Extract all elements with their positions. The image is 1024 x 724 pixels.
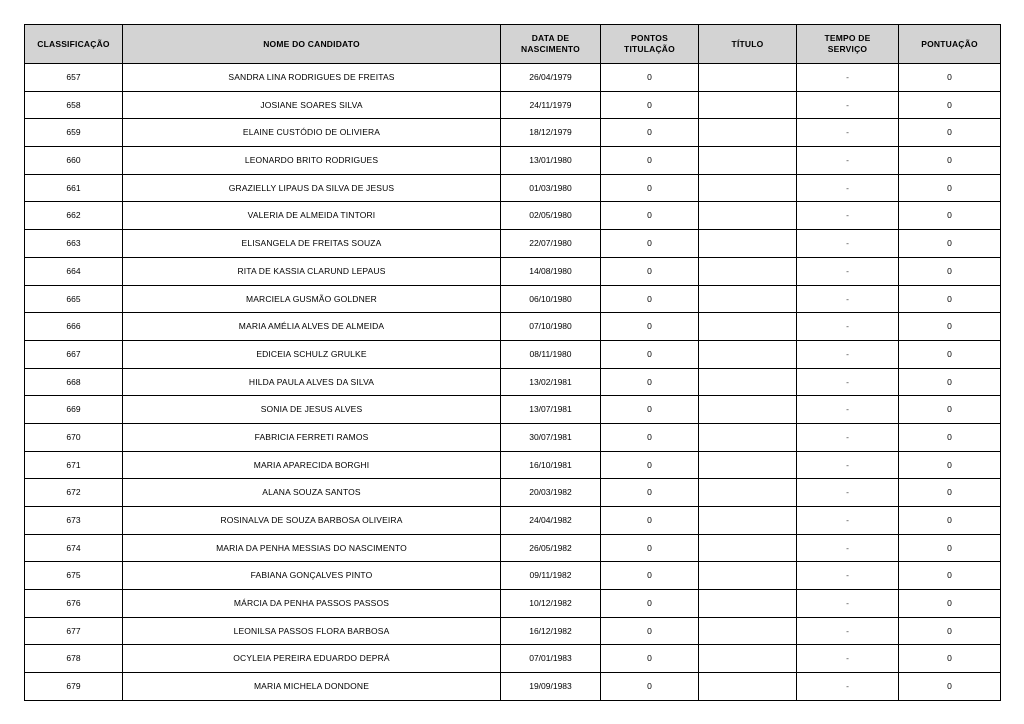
table-row (25, 396, 1001, 424)
table-row (25, 368, 1001, 396)
cell-classificacao: 676 (25, 590, 123, 618)
table-row (25, 174, 1001, 202)
cell-nascimento: 07/10/1980 (501, 313, 601, 341)
cell-pontuacao: 0 (899, 285, 1001, 313)
cell-titulo (699, 423, 797, 451)
cell-titulo (699, 91, 797, 119)
cell-nascimento: 02/05/1980 (501, 202, 601, 230)
cell-nome: SANDRA LINA RODRIGUES DE FREITAS (123, 64, 501, 92)
cell-pontuacao: 0 (899, 562, 1001, 590)
table-row (25, 257, 1001, 285)
cell-titulo (699, 313, 797, 341)
table-body (25, 64, 1001, 701)
cell-pontuacao: 0 (899, 617, 1001, 645)
cell-nascimento: 13/02/1981 (501, 368, 601, 396)
cell-classificacao: 678 (25, 645, 123, 673)
cell-nome: FABRICIA FERRETI RAMOS (123, 423, 501, 451)
cell-tempo: - (797, 645, 899, 673)
cell-nascimento: 08/11/1980 (501, 340, 601, 368)
cell-pontos: 0 (601, 645, 699, 673)
cell-pontos: 0 (601, 340, 699, 368)
cell-classificacao: 657 (25, 64, 123, 92)
cell-pontuacao: 0 (899, 91, 1001, 119)
cell-nome: ELAINE CUSTÓDIO DE OLIVIERA (123, 119, 501, 147)
cell-tempo: - (797, 313, 899, 341)
table-row (25, 230, 1001, 258)
table-row (25, 673, 1001, 701)
cell-titulo (699, 673, 797, 701)
cell-nascimento: 16/12/1982 (501, 617, 601, 645)
cell-nascimento: 14/08/1980 (501, 257, 601, 285)
cell-tempo: - (797, 368, 899, 396)
cell-pontos: 0 (601, 147, 699, 175)
column-header-text: NOME DO CANDIDATO (263, 38, 360, 49)
cell-tempo: - (797, 174, 899, 202)
column-header-text: PONTOS (631, 33, 668, 44)
cell-nome: RITA DE KASSIA CLARUND LEPAUS (123, 257, 501, 285)
cell-nascimento: 26/05/1982 (501, 534, 601, 562)
cell-pontuacao: 0 (899, 174, 1001, 202)
cell-tempo: - (797, 64, 899, 92)
cell-nome: ELISANGELA DE FREITAS SOUZA (123, 230, 501, 258)
cell-titulo (699, 562, 797, 590)
column-header-pontuacao (899, 25, 1001, 64)
cell-titulo (699, 534, 797, 562)
cell-classificacao: 668 (25, 368, 123, 396)
cell-titulo (699, 257, 797, 285)
cell-nome: HILDA PAULA ALVES DA SILVA (123, 368, 501, 396)
cell-tempo: - (797, 257, 899, 285)
cell-pontos: 0 (601, 313, 699, 341)
cell-pontuacao: 0 (899, 230, 1001, 258)
cell-nome: ALANA SOUZA SANTOS (123, 479, 501, 507)
cell-classificacao: 661 (25, 174, 123, 202)
column-header-tempo (797, 25, 899, 64)
table-row (25, 479, 1001, 507)
cell-tempo: - (797, 119, 899, 147)
cell-nascimento: 24/04/1982 (501, 507, 601, 535)
cell-pontuacao: 0 (899, 423, 1001, 451)
cell-nome: MARCIELA GUSMÃO GOLDNER (123, 285, 501, 313)
table-row (25, 590, 1001, 618)
cell-tempo: - (797, 562, 899, 590)
cell-titulo (699, 645, 797, 673)
cell-classificacao: 673 (25, 507, 123, 535)
cell-tempo: - (797, 423, 899, 451)
column-header-text: CLASSIFICAÇÃO (37, 38, 110, 49)
cell-classificacao: 665 (25, 285, 123, 313)
cell-nome: GRAZIELLY LIPAUS DA SILVA DE JESUS (123, 174, 501, 202)
cell-tempo: - (797, 451, 899, 479)
cell-nascimento: 24/11/1979 (501, 91, 601, 119)
cell-titulo (699, 230, 797, 258)
cell-classificacao: 666 (25, 313, 123, 341)
cell-tempo: - (797, 396, 899, 424)
cell-pontuacao: 0 (899, 147, 1001, 175)
table-row (25, 313, 1001, 341)
cell-pontuacao: 0 (899, 479, 1001, 507)
cell-titulo (699, 64, 797, 92)
cell-pontuacao: 0 (899, 313, 1001, 341)
table-row (25, 451, 1001, 479)
column-header-text: TÍTULO (731, 38, 764, 49)
cell-tempo: - (797, 507, 899, 535)
cell-pontos: 0 (601, 368, 699, 396)
cell-pontos: 0 (601, 673, 699, 701)
cell-nascimento: 09/11/1982 (501, 562, 601, 590)
cell-nome: MARIA AMÉLIA ALVES DE ALMEIDA (123, 313, 501, 341)
cell-pontos: 0 (601, 91, 699, 119)
cell-classificacao: 677 (25, 617, 123, 645)
cell-pontos: 0 (601, 257, 699, 285)
cell-nascimento: 20/03/1982 (501, 479, 601, 507)
cell-titulo (699, 451, 797, 479)
cell-pontuacao: 0 (899, 257, 1001, 285)
cell-classificacao: 663 (25, 230, 123, 258)
cell-nome: JOSIANE SOARES SILVA (123, 91, 501, 119)
cell-pontos: 0 (601, 479, 699, 507)
cell-nome: FABIANA GONÇALVES PINTO (123, 562, 501, 590)
cell-classificacao: 664 (25, 257, 123, 285)
cell-classificacao: 662 (25, 202, 123, 230)
cell-pontos: 0 (601, 617, 699, 645)
cell-classificacao: 669 (25, 396, 123, 424)
cell-classificacao: 660 (25, 147, 123, 175)
cell-pontos: 0 (601, 534, 699, 562)
cell-nascimento: 06/10/1980 (501, 285, 601, 313)
cell-tempo: - (797, 617, 899, 645)
cell-pontuacao: 0 (899, 368, 1001, 396)
cell-nascimento: 26/04/1979 (501, 64, 601, 92)
cell-pontos: 0 (601, 119, 699, 147)
cell-titulo (699, 368, 797, 396)
cell-titulo (699, 147, 797, 175)
column-header-nascimento (501, 25, 601, 64)
table-row (25, 340, 1001, 368)
cell-pontos: 0 (601, 396, 699, 424)
candidate-ranking-table (24, 24, 1001, 701)
cell-titulo (699, 119, 797, 147)
cell-nascimento: 13/07/1981 (501, 396, 601, 424)
cell-tempo: - (797, 534, 899, 562)
cell-nascimento: 10/12/1982 (501, 590, 601, 618)
cell-classificacao: 674 (25, 534, 123, 562)
cell-pontos: 0 (601, 285, 699, 313)
cell-pontuacao: 0 (899, 673, 1001, 701)
cell-pontos: 0 (601, 202, 699, 230)
cell-nascimento: 16/10/1981 (501, 451, 601, 479)
cell-nome: MÁRCIA DA PENHA PASSOS PASSOS (123, 590, 501, 618)
cell-pontos: 0 (601, 451, 699, 479)
cell-nascimento: 07/01/1983 (501, 645, 601, 673)
cell-classificacao: 659 (25, 119, 123, 147)
column-header-text: SERVIÇO (827, 44, 868, 54)
cell-titulo (699, 174, 797, 202)
cell-nascimento: 22/07/1980 (501, 230, 601, 258)
table-row (25, 617, 1001, 645)
cell-nome: LEONILSA PASSOS FLORA BARBOSA (123, 617, 501, 645)
table-row (25, 91, 1001, 119)
cell-pontos: 0 (601, 64, 699, 92)
cell-pontuacao: 0 (899, 202, 1001, 230)
cell-titulo (699, 285, 797, 313)
table-header (25, 25, 1001, 64)
cell-titulo (699, 507, 797, 535)
table-row (25, 562, 1001, 590)
column-header-pontos (601, 25, 699, 64)
cell-pontos: 0 (601, 562, 699, 590)
column-header-nome (123, 25, 501, 64)
cell-tempo: - (797, 230, 899, 258)
cell-nascimento: 19/09/1983 (501, 673, 601, 701)
cell-classificacao: 670 (25, 423, 123, 451)
cell-pontuacao: 0 (899, 396, 1001, 424)
cell-classificacao: 672 (25, 479, 123, 507)
cell-pontuacao: 0 (899, 451, 1001, 479)
cell-classificacao: 675 (25, 562, 123, 590)
cell-nascimento: 18/12/1979 (501, 119, 601, 147)
cell-pontos: 0 (601, 230, 699, 258)
cell-nome: MARIA MICHELA DONDONE (123, 673, 501, 701)
cell-pontos: 0 (601, 174, 699, 202)
cell-titulo (699, 396, 797, 424)
cell-classificacao: 671 (25, 451, 123, 479)
table-row (25, 202, 1001, 230)
column-header-text: TEMPO DE (824, 33, 871, 44)
cell-nascimento: 30/07/1981 (501, 423, 601, 451)
cell-titulo (699, 617, 797, 645)
cell-pontos: 0 (601, 590, 699, 618)
column-header-text: DATA DE (531, 33, 570, 44)
cell-titulo (699, 590, 797, 618)
table-row (25, 645, 1001, 673)
cell-pontuacao: 0 (899, 534, 1001, 562)
cell-nome: MARIA APARECIDA BORGHI (123, 451, 501, 479)
cell-nascimento: 01/03/1980 (501, 174, 601, 202)
cell-nascimento: 13/01/1980 (501, 147, 601, 175)
cell-tempo: - (797, 202, 899, 230)
column-header-titulo (699, 25, 797, 64)
cell-nome: VALERIA DE ALMEIDA TINTORI (123, 202, 501, 230)
table-row (25, 285, 1001, 313)
cell-pontuacao: 0 (899, 507, 1001, 535)
table-row (25, 423, 1001, 451)
cell-nome: LEONARDO BRITO RODRIGUES (123, 147, 501, 175)
cell-classificacao: 658 (25, 91, 123, 119)
table-row (25, 119, 1001, 147)
cell-tempo: - (797, 590, 899, 618)
table-row (25, 64, 1001, 92)
cell-nome: MARIA DA PENHA MESSIAS DO NASCIMENTO (123, 534, 501, 562)
cell-tempo: - (797, 147, 899, 175)
cell-tempo: - (797, 285, 899, 313)
cell-tempo: - (797, 91, 899, 119)
column-header-text: TITULAÇÃO (624, 44, 675, 54)
cell-tempo: - (797, 479, 899, 507)
cell-titulo (699, 340, 797, 368)
cell-pontos: 0 (601, 507, 699, 535)
cell-classificacao: 679 (25, 673, 123, 701)
cell-classificacao: 667 (25, 340, 123, 368)
cell-pontuacao: 0 (899, 340, 1001, 368)
cell-pontuacao: 0 (899, 590, 1001, 618)
cell-pontos: 0 (601, 423, 699, 451)
table-row (25, 534, 1001, 562)
cell-nome: EDICEIA SCHULZ GRULKE (123, 340, 501, 368)
cell-nome: SONIA DE JESUS ALVES (123, 396, 501, 424)
cell-nome: OCYLEIA PEREIRA EDUARDO DEPRÁ (123, 645, 501, 673)
cell-tempo: - (797, 340, 899, 368)
cell-pontuacao: 0 (899, 64, 1001, 92)
table-header-row (25, 25, 1001, 64)
table-row (25, 507, 1001, 535)
cell-tempo: - (797, 673, 899, 701)
cell-nome: ROSINALVA DE SOUZA BARBOSA OLIVEIRA (123, 507, 501, 535)
cell-pontuacao: 0 (899, 119, 1001, 147)
table-row (25, 147, 1001, 175)
column-header-text: NASCIMENTO (521, 44, 580, 54)
column-header-classificacao (25, 25, 123, 64)
cell-pontuacao: 0 (899, 645, 1001, 673)
cell-titulo (699, 479, 797, 507)
column-header-text: PONTUAÇÃO (921, 38, 978, 49)
cell-titulo (699, 202, 797, 230)
